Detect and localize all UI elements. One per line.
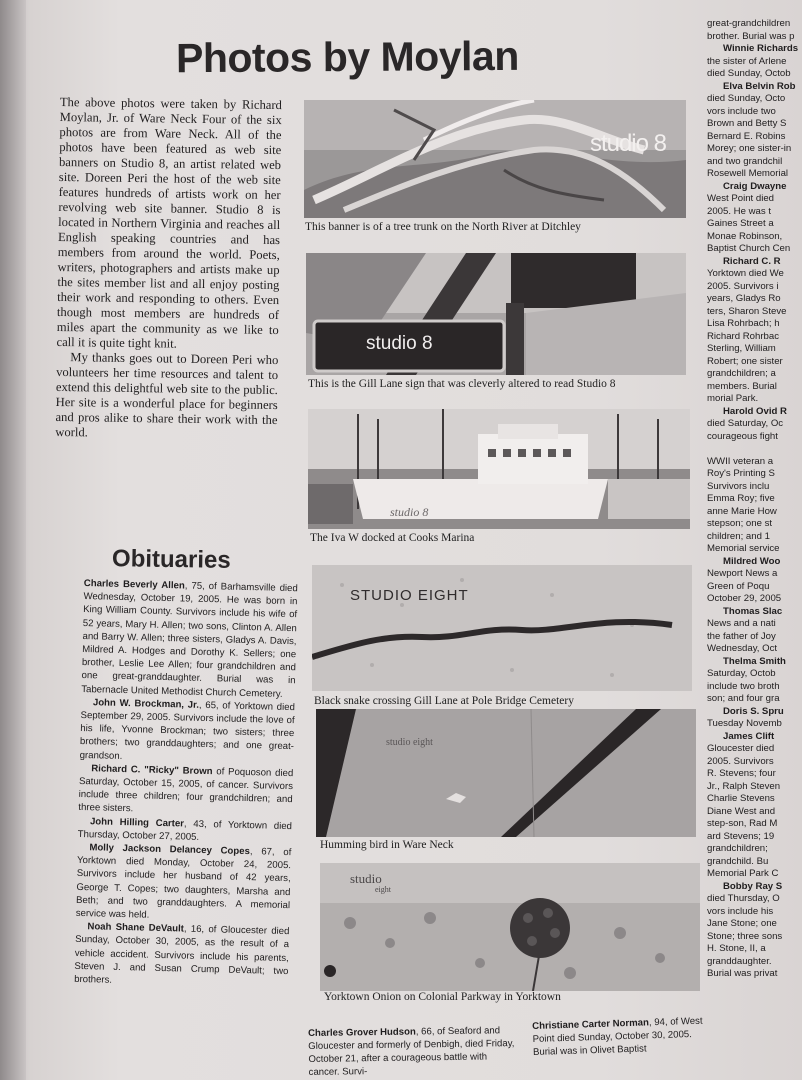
obituary-name: Noah Shane DeVault	[87, 921, 185, 935]
page-gutter-shadow	[0, 0, 26, 1080]
obituary-name-line	[707, 181, 802, 194]
obituary-entry	[81, 577, 298, 701]
obituary-entry-bottom-left	[308, 1024, 519, 1079]
obituary-text-line: grandchildren;	[707, 843, 768, 854]
photo-humming-bird	[316, 709, 696, 837]
obituary-name-line	[707, 43, 802, 56]
obituary-text-line: the sister of Arlene	[707, 55, 787, 67]
photo-watermark-sub: eight	[375, 885, 391, 894]
obituary-name: Richard C. R	[723, 255, 781, 267]
obituary-name-line	[707, 606, 802, 619]
obituary-text-line: died Sunday, Octo	[707, 93, 786, 104]
obituary-text-line: great-grandchildren	[707, 18, 791, 29]
obituary-name: Charles Beverly Allen	[83, 577, 185, 592]
obituary-text-line: Yorktown died We	[707, 268, 784, 279]
obituary-text-line: died Saturday, Oc	[707, 418, 784, 429]
obituary-name: Harold Ovid R	[723, 405, 787, 417]
boat-image	[308, 409, 690, 529]
photo-watermark: studio 8	[589, 130, 666, 157]
photo-tree-trunk	[304, 100, 686, 218]
photo-gill-lane-sign	[306, 253, 686, 375]
obituary-text-line: morial Park.	[707, 393, 759, 404]
intro-paragraph: My thanks goes out to Doreen Peri who volunteers her time resources and talent to extend this delightful web site to the public. Her site is a wonderful place for beginners and pros alike to share their work with the world.	[55, 350, 279, 440]
obituary-text-line: 2005. He was t	[707, 205, 771, 217]
intro-paragraph: The above photos were taken by Richard Moylan, Jr. of Ware Neck Four of the six photos are from Ware Neck. All of the photos have been featured as web site banners on Studio 8, an artist related web site. Doreen Peri the host of the web site features hundreds of artists work on her revolving web site banner. Studio 8 is located in Northern Virginia and reaches all English speaking countries and has members from around the world. Poets, writers, photographers and artists make up the sites member list and all enjoy posting their work and responding to others. Even though most members are hundreds of miles apart the community as we like to call it is quite tight knit.	[56, 95, 282, 351]
humming-bird-image	[316, 709, 696, 837]
obituary-text-line: stepson; one st	[707, 518, 773, 529]
obituary-text-line: members. Burial	[707, 380, 777, 392]
obituary-text-line: children; and 1	[707, 530, 770, 542]
obituaries-heading: Obituaries	[111, 545, 231, 574]
obituary-text-line: Rosewell Memorial	[707, 168, 789, 179]
obituary-text: of Poquoson died Saturday, October 15, 2005, of cancer. Survivors include three children; four grandchildren; and three sisters.	[78, 766, 294, 815]
obituary-text-line: H. Stone, II, a	[707, 943, 766, 954]
obituary-text-line: the father of Joy	[707, 630, 776, 642]
obituary-text-line: October 29, 2005	[707, 593, 782, 604]
obituary-text-line: Jane Stone; one	[707, 918, 777, 929]
obituary-text-line: step-son, Rad M	[707, 818, 778, 829]
obituary-text: , 67, of Yorktown died Monday, October 24, 2005. Survivors include her husband of 42 years, George T. Copes; two daughters, Marsha and Beth; and two granddaughters. A memorial service was held.	[75, 846, 292, 921]
photo-watermark: studio eight	[386, 737, 433, 748]
photo-caption: Black snake crossing Gill Lane at Pole Bridge Cemetery	[314, 695, 574, 707]
obituary-text-line: 2005. Survivors i	[707, 280, 779, 292]
obituary-entry	[74, 920, 290, 991]
obituary-text-line: Tuesday Novemb	[707, 718, 782, 729]
photo-black-snake	[312, 565, 692, 691]
obituary-name: Christiane Carter Norman	[532, 1017, 650, 1032]
photo-caption: This banner is of a tree trunk on the North River at Ditchley	[305, 221, 581, 233]
obituary-name-line	[707, 406, 802, 419]
obituary-text: , 43, of Yorktown died Thursday, October 27, 2005.	[77, 818, 293, 843]
tree-trunk-image	[304, 100, 686, 218]
photo-caption: This is the Gill Lane sign that was cleverly altered to read Studio 8	[308, 378, 616, 390]
obituary-text-line: Gloucester died	[707, 743, 775, 754]
photo-caption: The Iva W docked at Cooks Marina	[310, 532, 475, 544]
obituary-text-line: Roy's Printing S	[707, 468, 775, 479]
obituary-entry	[76, 841, 292, 925]
obituaries-column	[74, 577, 298, 991]
obituary-text-line: Lisa Rohrbach; h	[707, 318, 780, 329]
obituary-text-line: 2005. Survivors	[707, 755, 774, 767]
obituary-text-line: years, Gladys Ro	[707, 293, 781, 304]
obituary-name-line	[707, 656, 802, 669]
obituary-text-line: Memorial Park C	[707, 868, 779, 879]
obituary-text-line: News and a nati	[707, 618, 776, 629]
obituary-text-line: Stone; three sons	[707, 930, 783, 942]
obituary-text-line: include two broth	[707, 680, 780, 692]
obituary-text-line: Gaines Street a	[707, 218, 774, 229]
obituary-name: Richard C. "Ricky" Brown	[91, 763, 213, 778]
obituary-text-line: Green of Poqu	[707, 580, 770, 592]
obituary-text-line: Richard Rohrbac	[707, 330, 779, 342]
obituary-text-line: Memorial service	[707, 543, 780, 554]
obituary-text-line: and two grandchil	[707, 155, 783, 167]
obituary-name: Winnie Richards	[723, 43, 799, 54]
obituary-text-line: Survivors inclu	[707, 480, 770, 492]
obituary-text-line	[707, 443, 802, 456]
photo-column	[300, 95, 703, 1080]
obituary-text-line: Wednesday, Oct	[707, 643, 778, 654]
obituary-name: John W. Brockman, Jr.	[92, 697, 200, 711]
obituary-text-line: Emma Roy; five	[707, 493, 775, 504]
obituary-name: Doris S. Spru	[723, 705, 784, 717]
obituary-name: Thomas Slac	[723, 605, 783, 617]
page-title: Photos by Moylan	[175, 32, 519, 82]
photo-watermark: STUDIO EIGHT	[350, 587, 469, 604]
photo-yorktown-onion	[320, 863, 700, 991]
obituary-name-line	[707, 81, 802, 94]
obituary-name: Craig Dwayne	[723, 180, 787, 192]
obituary-text-line: West Point died	[707, 193, 775, 204]
photo-watermark: studio	[350, 871, 382, 886]
obituary-name: Molly Jackson Delancey Copes	[89, 842, 251, 858]
obituary-name: Elva Belvin Rob	[723, 80, 796, 92]
photo-caption: Yorktown Onion on Colonial Parkway in Yorktown	[324, 991, 561, 1003]
obituary-text: , 75, of Barhamsville died Wednesday, October 19, 2005. He was born in King William County. Survivors include his wife of 52 years, Mary H. Allen; two sons, Clinton A. Allen and Barry W. Allen; three sisters, Gladys A. Davis, Mildred A. Hodges and Dorothy K. Sellers; one brother, Leslie Lee Allen; four grandchildren and one great-granddaughter. Burial was in Tabernacle United Methodist Church Cemetery.	[81, 580, 298, 700]
intro-article	[55, 95, 282, 443]
obituary-text-line: WWII veteran a	[707, 455, 774, 467]
obituary-text-line: ters, Sharon Steve	[707, 305, 787, 317]
obituary-text-line: Robert; one sister	[707, 355, 783, 367]
street-sign-image	[306, 253, 686, 375]
obituary-text-line: died Sunday, Octob	[707, 68, 791, 79]
obituary-entry	[79, 696, 295, 767]
obituary-text-line: Bernard E. Robins	[707, 130, 786, 142]
sign-text: studio 8	[366, 333, 433, 354]
obituary-text-line: Brown and Betty S	[707, 118, 787, 129]
obituary-entry-bottom-right	[532, 1014, 713, 1059]
obituary-text-line: Diane West and	[707, 805, 776, 817]
obituary-text-line: Sterling, William	[707, 343, 776, 354]
obituary-text-line: died Thursday, O	[707, 893, 780, 904]
obituary-text-line: Saturday, Octob	[707, 668, 776, 679]
obituary-text-line: anne Marie How	[707, 505, 777, 517]
obituary-text-line: ard Stevens; 19	[707, 830, 775, 842]
obituary-text: , 66, of Seaford and Gloucester and formerly of Denbigh, died Friday, October 21, after a courageous battle with cancer. Survi-	[308, 1025, 515, 1078]
obituary-text-line: Charlie Stevens	[707, 793, 775, 804]
obituary-text-line: Newport News a	[707, 568, 778, 579]
obituary-text-line: courageous fight	[707, 430, 778, 442]
obituary-text: , 65, of Yorktown died September 29, 2005. Survivors include the love of his life, Yvonne Brockman; two sisters; three brothers; two granddaughters; and one great-grandson.	[79, 699, 295, 762]
obituary-name: John Hilling Carter	[89, 815, 185, 830]
photo-caption: Humming bird in Ware Neck	[320, 839, 454, 851]
obituary-text: , 94, of West Point died Sunday, October 30, 2005. Burial was in Olivet Baptist	[532, 1015, 703, 1058]
obituary-text-line: vors include two	[707, 105, 776, 117]
obituary-name-line	[707, 731, 802, 744]
obituary-name-line	[707, 556, 802, 569]
obituary-name-line	[707, 881, 802, 894]
obituary-text-line: son; and four gra	[707, 693, 780, 704]
boat-name-text: studio 8	[390, 505, 429, 519]
obituary-text-line: Jr., Ralph Steven	[707, 780, 781, 792]
obituary-text-line: Monae Robinson,	[707, 230, 783, 242]
obituary-text-line: Baptist Church Cen	[707, 243, 791, 254]
obituary-text-line: R. Stevens; four	[707, 768, 776, 779]
obituary-name: Mildred Woo	[723, 555, 781, 567]
obituary-entry	[78, 762, 293, 820]
obituary-text-line: grandchildren; a	[707, 368, 776, 379]
obituary-name: Bobby Ray S	[723, 880, 783, 892]
obituary-name-line	[707, 706, 802, 719]
obituary-name: Thelma Smith	[723, 655, 786, 667]
obituary-text-line: vors include his	[707, 905, 774, 917]
obituary-text: , 16, of Gloucester died Sunday, October 30, 2005, as the result of a vehicle accident. Survivors include his parents, Steven J. and Susan Crump DeVault; two brothers.	[74, 923, 290, 986]
right-obituary-column	[707, 18, 802, 981]
photo-iva-w-boat	[308, 409, 690, 529]
obituary-text-line: granddaughter.	[707, 955, 772, 967]
obituary-name-line	[707, 256, 802, 269]
obituary-text-line: grandchild. Bu	[707, 855, 769, 867]
snake-image	[312, 565, 692, 691]
obituary-text-line: brother. Burial was p	[707, 30, 795, 42]
obituary-name: James Clift	[723, 730, 775, 742]
obituary-name: Charles Grover Hudson	[308, 1026, 416, 1039]
obituary-text-line: Burial was privat	[707, 968, 778, 979]
obituary-text-line: Morey; one sister-in	[707, 143, 792, 154]
